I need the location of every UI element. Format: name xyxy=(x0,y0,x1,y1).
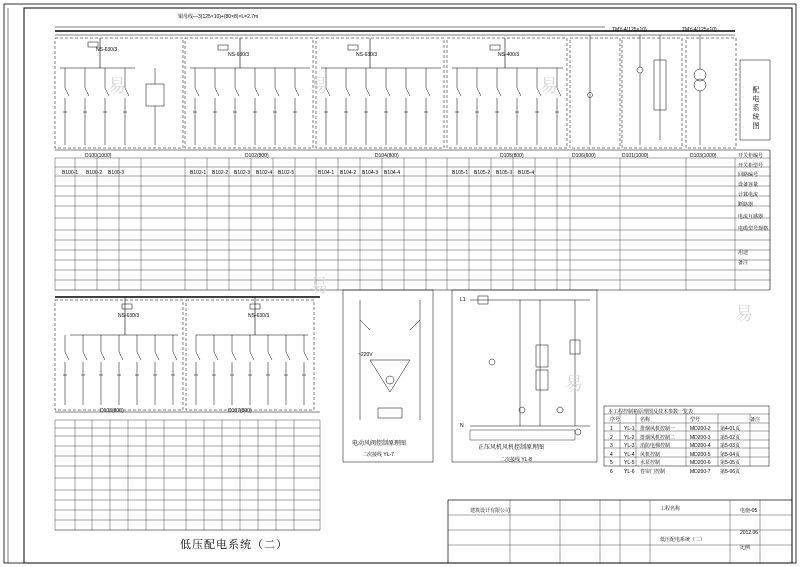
panel-label-d101: D101(1000) xyxy=(622,153,649,159)
watermark: 易 xyxy=(540,76,558,97)
panel-label-d102: D102(800) xyxy=(245,153,269,159)
motor-symbol xyxy=(386,376,394,384)
watermark: 易 xyxy=(565,374,583,395)
breaker-label-4: NS-400/3 xyxy=(498,52,520,58)
breaker-contact xyxy=(85,88,89,96)
meter-box xyxy=(218,45,228,50)
control-diagram-2-title: 正压风机风机控制原理图 xyxy=(478,445,545,451)
breaker-contact xyxy=(232,352,236,360)
legend-3: 设备容量 xyxy=(738,182,759,188)
schedule-header-3: 备注 xyxy=(750,417,761,423)
meter-symbol xyxy=(637,67,643,73)
schedule-cell: MD200-4 xyxy=(690,443,711,449)
breaker-label-5: NS-630/3 xyxy=(118,313,140,319)
meter-box xyxy=(490,45,500,50)
drawing-title: 低压配电系统（二） xyxy=(180,538,288,551)
schedule-cell: MD200-2 xyxy=(690,426,711,432)
circuit-id-left-0: B100-1 xyxy=(62,170,79,176)
schedule-cell: YL-6 xyxy=(624,468,635,475)
breaker-contact xyxy=(366,88,370,96)
breaker-contact xyxy=(255,88,259,96)
meter-box xyxy=(122,304,132,309)
schedule-cell: MD200-7 xyxy=(690,468,711,475)
schedule-cell: 第5-05页 xyxy=(720,460,741,466)
legend-8: 用途 xyxy=(738,250,749,256)
panel-frame xyxy=(316,38,444,148)
schedule-cell: YL-4 xyxy=(624,451,635,458)
schedule-cell: 水泵控制 xyxy=(640,460,661,466)
schedule-cell: 第4-01页 xyxy=(720,426,741,432)
breaker-contact xyxy=(386,88,390,96)
circuit-id-right-0: B104-1 xyxy=(318,170,335,176)
busbar-label-2: TMY-4(125×10) xyxy=(682,27,717,33)
breaker-contact xyxy=(195,88,199,96)
circuit-id-left-3: B102-1 xyxy=(190,170,207,176)
titleblock-project: 工程名称 xyxy=(660,506,681,512)
breaker-contact xyxy=(426,88,430,96)
breaker-contact xyxy=(346,88,350,96)
meter-box xyxy=(348,45,358,50)
contactor-box xyxy=(146,84,164,106)
breaker-contact xyxy=(101,352,105,360)
schedule-title: 本工程控制箱原理图及技术参数一览表 xyxy=(608,409,694,415)
coil-box xyxy=(378,408,402,418)
titleblock-company: 建筑设计有限公司 xyxy=(470,508,511,514)
schedule-cell: 第5-06页 xyxy=(720,468,741,475)
titleblock-scale: 比例 xyxy=(740,545,751,551)
breaker-contact xyxy=(268,352,272,360)
schedule-cell: 6 xyxy=(610,468,613,475)
breaker-label-3: NS-630/3 xyxy=(356,52,378,58)
schedule-cell: 5 xyxy=(610,460,613,466)
breaker-label-2: NS-630/3 xyxy=(228,52,250,58)
terminal-strip xyxy=(470,430,575,440)
schedule-cell: 消防电梯控制 xyxy=(640,443,671,449)
titleblock-date: 2012.06 xyxy=(740,530,759,536)
watermark: 易 xyxy=(735,304,753,325)
breaker-contact xyxy=(517,88,521,96)
panel-label-bottom-1: D103(800) xyxy=(100,408,124,414)
control-label-n: N xyxy=(460,423,464,429)
panel-label-d106: D106(600) xyxy=(572,153,596,159)
schedule-cell: 风机控制 xyxy=(640,451,661,458)
panel-label-d100: D100(1000) xyxy=(85,153,112,159)
legend-0: 开关柜编号 xyxy=(738,153,764,159)
schedule-cell: MD200-5 xyxy=(690,451,711,458)
schedule-cell: 4 xyxy=(610,451,613,458)
panel-label-d105: D105(800) xyxy=(500,153,524,159)
schedule-cell: 卷帘门控制 xyxy=(640,468,666,475)
schedule-cell: 第5-02页 xyxy=(720,434,741,441)
panel-label-d103: D103(1000) xyxy=(690,153,717,159)
panel-frame xyxy=(570,38,620,148)
schedule-cell: 2 xyxy=(610,434,613,441)
breaker-contact xyxy=(173,352,177,360)
breaker-contact xyxy=(155,352,159,360)
breaker-contact xyxy=(497,88,501,96)
circuit-id-left-7: B102-5 xyxy=(278,170,295,176)
schedule-header-2: 型号 xyxy=(690,417,701,423)
circuit-id-right-1: B104-2 xyxy=(340,170,357,176)
contact xyxy=(410,320,420,330)
control-diagram-1-title: 电动风阀控制原理图 xyxy=(352,441,407,447)
breaker-contact xyxy=(406,88,410,96)
vertical-title: 配电系统图 xyxy=(752,86,760,130)
control-label-220: ~220V xyxy=(358,352,373,358)
breaker-contact xyxy=(304,352,308,360)
lamp-symbol xyxy=(575,429,581,435)
breaker-label-1: NS-630/3 xyxy=(96,47,118,53)
legend-4: 计算电流 xyxy=(738,192,759,198)
circuit-id-right-2: B104-3 xyxy=(362,170,379,176)
schedule-header-1: 名称 xyxy=(640,417,651,423)
contact xyxy=(360,320,370,330)
schedule-cell: MD200-6 xyxy=(690,460,711,466)
watermark: 易 xyxy=(310,76,328,97)
inner-border xyxy=(24,8,792,563)
busbar-label-1: TMY-4(125×10) xyxy=(612,27,647,33)
breaker-contact xyxy=(215,88,219,96)
lamp-symbol xyxy=(557,407,563,413)
titleblock-sheet-name: 低压配电系统（二） xyxy=(660,537,706,543)
breaker-contact xyxy=(65,352,69,360)
circuit-id-left-4: B102-2 xyxy=(212,170,229,176)
legend-5: 断路器 xyxy=(738,202,754,208)
panel-frame xyxy=(622,38,682,148)
circuit-id-right-4: B105-1 xyxy=(452,170,469,176)
schedule-cell: YL-3 xyxy=(624,443,635,449)
schedule-header-0: 序号 xyxy=(610,417,621,423)
control-diagram-2-sub: 二次接线 YL-8 xyxy=(500,457,532,463)
top-bus-spec: 铜母线—3(125×10)+(80×8)×L=2.7m xyxy=(178,14,259,20)
control-label-l1: L1 xyxy=(460,297,466,303)
ctrl-wire xyxy=(370,360,390,392)
legend-2: 回路编号 xyxy=(738,172,759,178)
control-frame-1 xyxy=(343,290,433,462)
watermark: 易 xyxy=(108,76,126,97)
schedule-cell: 1 xyxy=(610,426,613,432)
circuit-id-right-3: B104-4 xyxy=(384,170,401,176)
circuit-id-left-2: B100-3 xyxy=(108,170,125,176)
legend-1: 开关柜型号 xyxy=(738,163,764,169)
lamp-symbol xyxy=(489,359,495,365)
titleblock-drawing-no: 电施-05 xyxy=(740,508,758,514)
breaker-contact xyxy=(83,352,87,360)
legend-6: 电流互感器 xyxy=(738,214,764,220)
legend-7: 电缆型号规格 xyxy=(738,226,769,232)
panel-label-d104: D104(800) xyxy=(375,153,399,159)
breaker-contact xyxy=(235,88,239,96)
panel-label-bottom-2: D107(800) xyxy=(228,408,252,414)
schedule-cell: YL-1 xyxy=(624,426,635,432)
breaker-contact xyxy=(250,352,254,360)
schedule-cell: 第5-03页 xyxy=(720,443,741,449)
breaker-contact xyxy=(286,352,290,360)
breaker-contact xyxy=(477,88,481,96)
watermark: 易 xyxy=(310,276,328,297)
circuit-id-left-5: B102-3 xyxy=(234,170,251,176)
legend-9: 备注 xyxy=(738,260,749,266)
panel-frame xyxy=(686,38,736,148)
schedule-cell: 3 xyxy=(610,443,613,449)
circuit-id-right-6: B105-3 xyxy=(496,170,513,176)
schedule-cell: YL-2 xyxy=(624,434,635,441)
breaker-contact xyxy=(65,88,69,96)
relay-box xyxy=(536,370,548,390)
schedule-cell: MD200-3 xyxy=(690,434,711,441)
relay-box xyxy=(536,345,548,367)
circuit-id-left-6: B102-4 xyxy=(256,170,273,176)
breaker-contact xyxy=(119,352,123,360)
breaker-contact xyxy=(275,88,279,96)
breaker-contact xyxy=(295,88,299,96)
breaker-contact xyxy=(214,352,218,360)
schedule-cell: 排烟风机控制一 xyxy=(640,426,676,432)
breaker-label-6: NS-630/3 xyxy=(248,313,270,319)
breaker-contact xyxy=(457,88,461,96)
schedule-cell: 第5-04页 xyxy=(720,451,741,458)
circuit-id-right-7: B105-4 xyxy=(518,170,535,176)
ctrl-wire xyxy=(390,360,410,392)
schedule-cell: YL-5 xyxy=(624,460,635,466)
breaker-contact xyxy=(137,352,141,360)
breaker-contact xyxy=(196,352,200,360)
schedule-cell: 排烟风机控制二 xyxy=(640,434,676,441)
circuit-id-right-5: B105-2 xyxy=(474,170,491,176)
control-diagram-1-sub: 二次接线 YL-7 xyxy=(362,452,394,458)
circuit-id-left-1: B100-2 xyxy=(86,170,103,176)
